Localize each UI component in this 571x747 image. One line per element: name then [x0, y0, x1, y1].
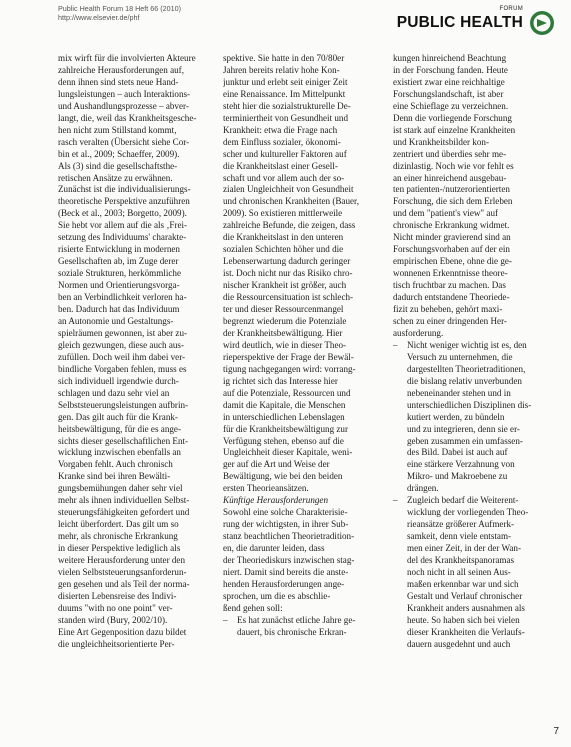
text-line: Lebenserwartung dadurch geringer — [223, 256, 351, 267]
text-line: fizit zu beheben, gehört maxi- — [393, 304, 503, 315]
text-line: geben zusammen ein umfassen- — [407, 435, 523, 446]
text-line: Selbststeuerungsleistungen aufbrin- — [58, 399, 189, 410]
text-line: Krankheit anders ausnahmen als — [407, 602, 525, 613]
text-line: steuerungsfähigkeiten gefordert und — [58, 507, 190, 518]
text-line: Forschungsvorhaben auf der ein — [393, 244, 510, 255]
text-line: soziale Strukturen, herkömmliche — [58, 268, 181, 279]
text-line: wicklung inzwischen ebenfalls an — [58, 447, 181, 458]
text-line: tigung nachgegangen wird: vorrang- — [223, 363, 356, 374]
text-line: die Krankheitslast in den unteren — [223, 232, 344, 243]
text-line: in dieser Perspektive lediglich als — [58, 543, 181, 554]
text-line: gleich gezwungen, diese auch aus- — [58, 339, 184, 350]
text-line: Vorgaben fehlt. Auch chronisch — [58, 459, 173, 470]
text-line: der Theoriediskurs inzwischen stag- — [223, 555, 355, 566]
text-line: nischer Krankheit ist größer, auch — [223, 280, 347, 291]
text-line: begrenzt wiederum die Potenziale — [223, 315, 347, 326]
text-line: sichts dieser gesellschaftlichen Ent- — [58, 435, 189, 446]
text-line: Nicht minder gravierend sind an — [393, 232, 511, 243]
journal-url: http://www.elsevier.de/phf — [58, 13, 140, 22]
bullet-list — [393, 495, 558, 650]
text-line: dauert, bis chronische Erkran- — [237, 626, 347, 637]
text-line: ten patienten-/nutzerorientierten — [393, 184, 510, 195]
text-line: dargestellten Theorietraditionen, — [407, 363, 526, 374]
text-line: eine Schieflage zu verzeichnen. — [393, 100, 509, 111]
text-line: ben. Dadurch hat das Individuum — [58, 304, 180, 315]
bullet-item — [223, 615, 383, 639]
bullet-dash: – — [393, 339, 398, 350]
text-line: vielen Selbststeuerungsanforderun- — [58, 566, 187, 577]
text-line: del des Krankheitspanoramas — [407, 555, 515, 566]
text-line: dadurch entstandene Theoriede- — [393, 292, 510, 303]
text-line: drängen. — [407, 483, 439, 494]
text-line: unterschiedlichen Disziplinen dis- — [407, 399, 532, 410]
text-line: schen zu einer dringenden Her- — [393, 315, 507, 326]
text-line: und chronischen Krankheiten (Bauer, — [223, 196, 359, 207]
text-column-3 — [393, 53, 558, 651]
text-line: (Beck et al., 2003; Borgetto, 2009). — [58, 208, 187, 219]
text-line: zufüllen. Doch weil ihm dabei ver- — [58, 351, 186, 362]
text-line: Normen und Orientierungsvorga- — [58, 280, 180, 291]
text-line: tisch fruchtbar zu machen. Das — [393, 280, 506, 291]
text-line: junktur und erlebt seit einiger Zeit — [223, 76, 348, 87]
text-line: rung der wichtigsten, in ihrer Sub- — [223, 519, 349, 530]
text-line: zahlreiche Herausforderungen auf, — [58, 64, 184, 75]
text-line: die Krankheitslast einer Gesell- — [223, 160, 338, 171]
text-line: chronische Erkrankung widmet. — [393, 220, 510, 231]
text-line: sich individuell irgendwie durch- — [58, 375, 179, 386]
text-line: setzung des Individuums' charakte- — [58, 232, 187, 243]
text-line: rasch veralten (Übersicht siehe Cor- — [58, 136, 190, 147]
text-line: heute. So haben sich bei vielen — [407, 614, 520, 625]
text-line: des Bild. Dabei ist auch auf — [407, 447, 508, 458]
text-line: Zugleich bedarf die Weiterent- — [407, 495, 519, 506]
text-line: Mikro- und Makroebene zu — [407, 471, 508, 482]
text-line: rieansätze größerer Aufmerk- — [407, 519, 515, 530]
text-line: gen. Das gilt auch für die Krank- — [58, 411, 178, 422]
text-line: gen gesehen und als Teil der norma- — [58, 578, 190, 589]
bullet-item — [393, 340, 558, 495]
text-line: ist. Doch nicht nur das Risiko chro- — [223, 268, 353, 279]
text-line: 2009). So existieren mittlerweile — [223, 208, 343, 219]
brand-small-label: FORUM — [499, 6, 523, 12]
text-line: Denn die vorliegende Forschung — [393, 112, 512, 123]
text-line: Ungleichheit dieser Kapitale, weni- — [223, 447, 353, 458]
text-column-1 — [58, 53, 213, 651]
text-line: henden Herausforderungen ange- — [223, 578, 345, 589]
text-line: bin et al., 2009; Schaeffer, 2009). — [58, 148, 180, 159]
ph-forum-logo-icon — [529, 10, 555, 36]
text-line: bindliche Vorgaben fehlen, muss es — [58, 363, 187, 374]
text-line: theoretische Perspektive anzuführen — [58, 196, 190, 207]
text-line: gungsbemühungen daher sehr viel — [58, 483, 183, 494]
text-line: Es hat zunächst etliche Jahre ge- — [237, 614, 356, 625]
text-line: ist stark auf einzelne Krankheiten — [393, 124, 516, 135]
text-line: dizinlastig. Noch wie vor fehlt es — [393, 160, 514, 171]
text-line: und Krankheitsbilder kon- — [393, 136, 489, 147]
page-number: 7 — [553, 726, 559, 737]
text-line: heitsbewältigung, für die es ange- — [58, 423, 181, 434]
text-line: in unterschiedlichen Lebenslagen — [223, 411, 345, 422]
text-line: und dem "patient's view" auf — [393, 208, 499, 219]
text-line: schlagen und dazu sehr viel an — [58, 387, 170, 398]
text-line: spielräumen gewonnen, ist aber zu- — [58, 327, 188, 338]
text-line: mix wirft für die involvierten Akteure — [58, 53, 196, 63]
text-line: ausforderung. — [393, 327, 444, 338]
text-line: rieperspektive der Frage der Bewäl- — [223, 351, 354, 362]
text-line: scher und kultureller Faktoren auf — [223, 148, 347, 159]
text-line: dem Einfluss sozialer, ökonomi- — [223, 136, 341, 147]
journal-citation: Public Health Forum 18 Heft 66 (2010) — [58, 4, 182, 13]
bullet-item — [393, 495, 558, 650]
text-line: disierten Lebensreise des Indivi- — [58, 590, 177, 601]
text-line: Forschungslandschaft, ist aber — [393, 88, 504, 99]
text-line: dauern ausgedehnt und auch — [407, 638, 511, 649]
text-line: Jahren bereits relativ hohe Kon- — [223, 64, 340, 75]
text-line: wicklung der vorliegenden Theo- — [407, 507, 529, 518]
text-line: mehr, als chronische Erkrankung — [58, 531, 178, 542]
text-line: mehr als ihnen individuellen Selbst- — [58, 495, 190, 506]
bullet-dash: – — [223, 614, 228, 625]
text-line: leicht überfordert. Das gilt um so — [58, 519, 179, 530]
text-line: dieser Krankheiten die Verlaufs- — [407, 626, 525, 637]
text-line: an Autonomie und Gestaltungs- — [58, 315, 174, 326]
text-line: und zu integrieren, denn sie er- — [407, 423, 520, 434]
text-line: eine stärkere Verzahnung von — [407, 459, 515, 470]
text-line: ben an Verbindlichkeit verloren ha- — [58, 292, 187, 303]
text-line: die ungleichheitsorientierte Per- — [58, 638, 175, 649]
text-line: die Ressourcensituation ist schlech- — [223, 292, 354, 303]
text-line: Verfügung stehen, ebenso auf die — [223, 435, 344, 446]
text-line: sozialen Schichten höher und die — [223, 244, 344, 255]
text-line: kutiert werden, zu bündeln — [407, 411, 505, 422]
text-line: schaft und vor allem auch der so- — [223, 172, 345, 183]
text-line: lungsleistungen – auch Interaktions- — [58, 88, 191, 99]
text-line: eine Renaissance. Im Mittelpunkt — [223, 88, 346, 99]
text-line: Sie hebt vor allem auf die als ‚Frei- — [58, 220, 188, 231]
text-line: Krankheit: etwa die Frage nach — [223, 124, 338, 135]
text-line: risierte Entwicklung in modernen — [58, 244, 180, 255]
bullet-list — [223, 615, 383, 639]
text-line: die bislang relativ unverbunden — [407, 375, 522, 386]
text-line: wird deutlich, wie in dieser Theo- — [223, 339, 347, 350]
text-line: niert. Damit sind bereits die anste- — [223, 566, 349, 577]
text-line: empirischen Ebene, ohne die ge- — [393, 256, 512, 267]
text-line: zahlreiche Befunde, die zeigen, dass — [223, 220, 356, 231]
text-line: denn ihnen sind stets neue Hand- — [58, 76, 179, 87]
text-line: in der Forschung fanden. Heute — [393, 64, 508, 75]
text-line: duums "with no one point" ver- — [58, 602, 173, 613]
text-line: Als (3) sind die gesellschaftsthe- — [58, 160, 178, 171]
text-line: nebeneinander stehen und in — [407, 387, 511, 398]
text-line: Eine Art Gegenposition dazu bildet — [58, 626, 187, 637]
text-line: retischen Ansätze zu erwähnen. — [58, 172, 173, 183]
text-line: Versuch zu unternehmen, die — [407, 351, 513, 362]
text-line: weitere Herausforderung unter den — [58, 555, 186, 566]
text-line: standen wird (Bury, 2002/10). — [58, 614, 168, 625]
text-line: ßend gehen soll: — [223, 602, 283, 613]
text-line: Gesellschaften ab, im Zuge derer — [58, 256, 179, 267]
text-line: Nicht weniger wichtig ist es, den — [407, 339, 527, 350]
text-line: langt, die, weil das Krankheitsgesche- — [58, 112, 197, 123]
bullet-dash: – — [393, 495, 398, 506]
text-line: men einer Zeit, in der der Wan- — [407, 543, 521, 554]
journal-brand — [392, 4, 557, 34]
text-line: zialen Ungleichheit von Gesundheit — [223, 184, 354, 195]
text-line: stanz beachtlichen Theorietradition- — [223, 531, 355, 542]
text-line: der Krankheitsbewältigung. Hier — [223, 327, 343, 338]
text-line: wonnenen Erkenntnisse theore- — [393, 268, 508, 279]
text-line: auf die Potenziale, Ressourcen und — [223, 387, 351, 398]
text-line: kungen hinreichend Beachtung — [393, 53, 507, 63]
bullet-list — [393, 340, 558, 495]
text-line: zentriert und überdies sehr me- — [393, 148, 507, 159]
brand-title: PUBLIC HEALTH — [396, 14, 523, 31]
text-line: samkeit, denn viele entstam- — [407, 531, 512, 542]
text-line: Kranke sind bei ihren Bewälti- — [58, 471, 171, 482]
text-line: ig richtet sich das Interesse hier — [223, 375, 338, 386]
text-line: Gestalt und Verlauf chronischer — [407, 590, 523, 601]
text-line: sprochen, um die es abschlie- — [223, 590, 331, 601]
text-line: ger auf die Art und Weise der — [223, 459, 330, 470]
text-line: existiert zwar eine reichhaltige — [393, 76, 505, 87]
text-line: maßen erkennbar war und sich — [407, 578, 519, 589]
text-line: für die Krankheitsbewältigung zur — [223, 423, 348, 434]
text-line: steht hier die sozialstrukturelle De- — [223, 100, 351, 111]
text-line: hen nicht zum Stillstand kommt, — [58, 124, 177, 135]
text-line: terminiertheit von Gesundheit und — [223, 112, 349, 123]
text-line: ter und dieser Ressourcenmangel — [223, 304, 344, 315]
text-line: Forschung, die sich dem Erleben — [393, 196, 513, 207]
text-column-2 — [223, 53, 383, 639]
running-header — [58, 4, 181, 22]
text-line: Sowohl eine solche Charakterisie- — [223, 507, 348, 518]
text-line: spektive. Sie hatte in den 70/80er — [223, 53, 345, 63]
text-line: en, die darunter leiden, dass — [223, 543, 325, 554]
text-line: ersten Theorieansätzen. — [223, 483, 309, 494]
text-line: damit die Kapitale, die Menschen — [223, 399, 346, 410]
text-line: noch nicht in all seinen Aus- — [407, 566, 511, 577]
text-line: Zunächst ist die individualisierungs- — [58, 184, 191, 195]
section-subheading: Künftige Herausforderungen — [223, 495, 328, 506]
text-line: Bewältigung, wie bei den beiden — [223, 471, 343, 482]
text-line: an einer hinreichend ausgebau- — [393, 172, 507, 183]
text-line: und Aushandlungsprozesse – abver- — [58, 100, 189, 111]
